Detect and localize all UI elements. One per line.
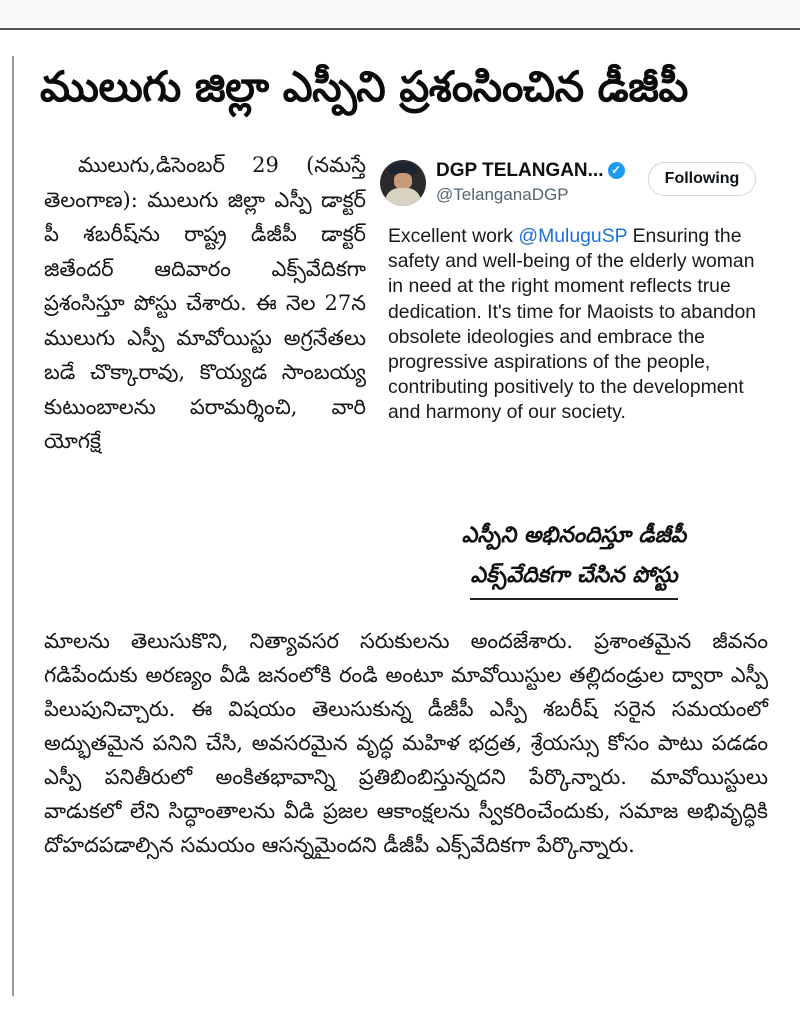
tweet-text xyxy=(388,224,760,426)
caption-line-2: ఎక్స్‌వేదికగా చేసిన పోస్టు xyxy=(470,556,677,600)
article-body-full-width xyxy=(44,624,768,862)
column-rule xyxy=(12,56,14,996)
verified-badge-icon: ✓ xyxy=(608,162,625,179)
caption-line-1: ఎస్పీని అభినందిస్తూ డీజీపీ xyxy=(461,523,687,548)
tweet-mention-link[interactable]: @MuluguSP xyxy=(518,225,628,247)
avatar-uniform xyxy=(385,188,421,206)
tweet-header xyxy=(378,156,760,218)
tweet-author-handle[interactable]: @TelanganaDGP xyxy=(436,185,569,204)
top-divider xyxy=(0,28,800,30)
headline: ములుగు జిల్లా ఎస్పీని ప్రశంసించిన డీజీపీ xyxy=(40,62,688,111)
top-strip xyxy=(0,0,800,27)
embedded-tweet xyxy=(378,156,760,526)
tweet-author-name-text: DGP TELANGAN... xyxy=(436,160,604,181)
following-button[interactable]: Following xyxy=(648,162,756,196)
tweet-caption xyxy=(378,516,770,600)
article-paragraph-2: మాలను తెలుసుకొని, నిత్యావసర సరుకులను అందజేశారు. ప్రశాంతమైన జీవనం గడిపేందుకు అరణ్యం వీడి జనంలోకి రండి అంటూ మావోయిస్టుల తల్లిదండ్రుల ద్వారా ఎస్పీ పిలుపునిచ్చారు. ఈ విషయం తెలుసుకున్న డీజీపీ ఎస్పీ శబరీష్ సరైన సమయంలో అద్భుతమైన పనిని చేసి, అవసరమైన వృద్ధ మహిళ భద్రత, శ్రేయస్సు కోసం పాటు పడడం ఎస్పీ పనితీరులో అంకితభావాన్ని ప్రతిబింబిస్తున్నదని పేర్కొన్నారు. మావోయిస్టులు వాడుకలో లేని సిద్ధాంతాలను వీడి ప్రజల ఆకాంక్షలను స్వీకరించేందుకు, సమాజ అభివృద్ధికి దోహదపడాల్సిన సమయం ఆసన్నమైందని డీజీపీ ఎక్స్‌వేదికగా పేర్కొన్నారు. xyxy=(44,629,768,857)
article-body-part1: ములుగు జిల్లా ఎస్పీ డాక్టర్ పీ శబరీష్‌ను రాష్ట్ర డీజీపీ డాక్టర్ జితేందర్ ఆదివారం ఎక్స్‌వేదికగా ప్రశంసిస్తూ పోస్టు చేశారు. ఈ నెల 27న ములుగు ఎస్పీ మావోయిస్టు అగ్రనేతలు బడే చొక్కారావు, కొయ్యడ సాంబయ్య కుటుంబాలను పరామర్శించి, వారి యోగక్షే xyxy=(44,187,366,453)
avatar[interactable] xyxy=(380,160,426,206)
tweet-text-after: Ensuring the safety and well-being of the elderly woman in need at the right moment reflects true dedication. It's time for Maoists to abandon obsolete ideologies and embrace the progressive aspirations of the people, contributing positively to the development and harmony of our society. xyxy=(388,225,757,424)
article-body-column xyxy=(44,148,366,459)
dateline: ములుగు,డిసెంబర్ 29 (నమస్తే తెలంగాణ): xyxy=(44,153,366,212)
article-paragraph-1 xyxy=(44,148,366,459)
tweet-text-before: Excellent work xyxy=(388,225,519,247)
avatar-face xyxy=(394,173,412,189)
tweet-author-name[interactable] xyxy=(436,160,625,182)
